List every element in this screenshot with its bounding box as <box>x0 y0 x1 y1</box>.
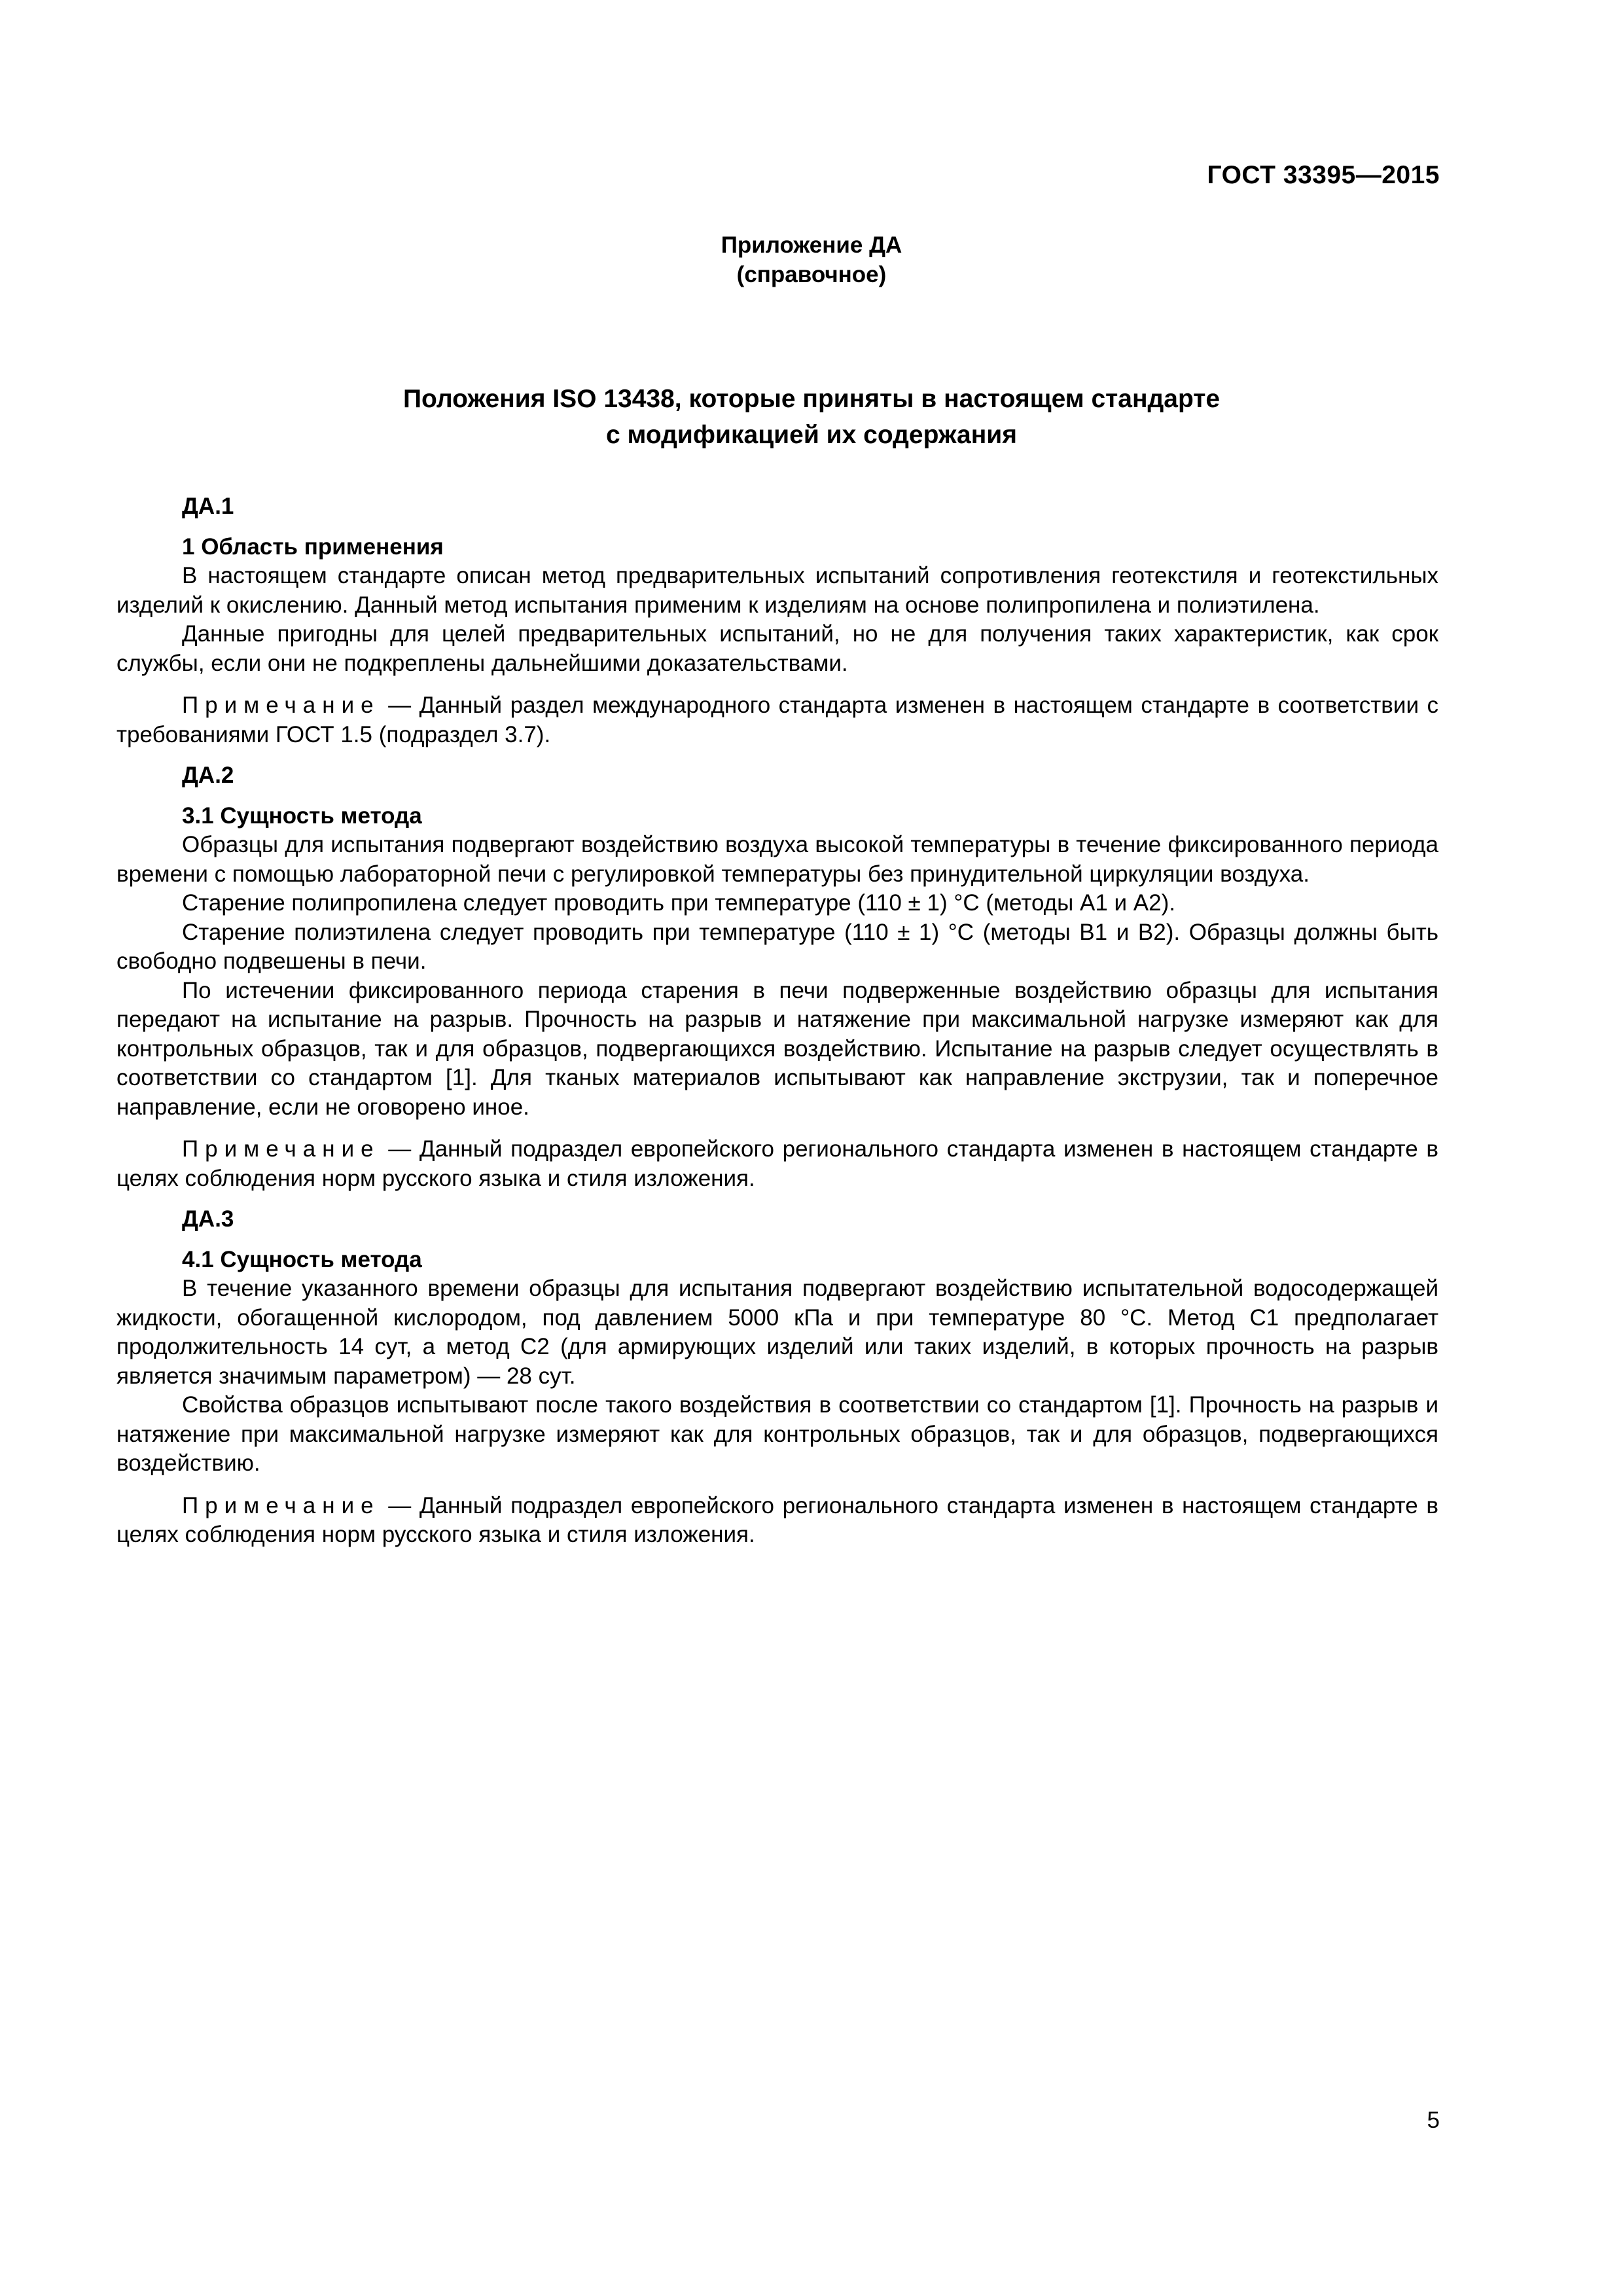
note-label: Примечание <box>182 1136 380 1162</box>
paragraph: Старение полипропилена следует проводить при температуре (110 ± 1) °С (методы А1 и А2). <box>182 890 1175 916</box>
page-number: 5 <box>1427 2108 1440 2133</box>
note-label: Примечание <box>182 692 380 718</box>
note-text: — Данный подраздел европейского регионального стандарта изменен в настоящем стандарте в целях соблюдения норм русского языка и стиля изложения. <box>116 1492 1438 1547</box>
paragraph: В течение указанного времени образцы для испытания подвергают воздействию испытательной водосодержащей жидкости, обогащенной кислородом, под давлением 5000 кПа и при температуре 80 °С. Метод С1 предполагает продолжительность 14 сут, а метод С2 (для армирующих изделий или таких изделий, в которых прочность на разрыв является значимым параметром) — 28 сут. <box>116 1276 1438 1389</box>
section-heading: 1 Область применения <box>182 533 444 560</box>
paragraph: Старение полиэтилена следует проводить при температуре (110 ± 1) °С (методы В1 и В2). Образцы должны быть свободно подвешены в печи. <box>116 919 1438 974</box>
appendix-title: Приложение ДА <box>721 232 902 258</box>
section-label: ДА.1 <box>182 493 234 519</box>
paragraph: Свойства образцов испытывают после такого воздействия в соответствии со стандартом [1]. Прочность на разрыв и натяжение при максимальной нагрузке измеряют как для контрольных образцов, так и для образцов, подвергающихся воздействию. <box>116 1392 1438 1476</box>
note-text: — Данный раздел международного стандарта изменен в настоящем стандарте в соответствии с требованиями ГОСТ 1.5 (подраздел 3.7). <box>116 692 1438 747</box>
main-title <box>0 381 1623 453</box>
section-heading: 3.1 Сущность метода <box>182 802 422 829</box>
paragraph: По истечении фиксированного периода старения в печи подверженные воздействию образцы для испытания передают на испытание на разрыв. Прочность на разрыв и натяжение при максимальной нагрузке измеряют как для контрольных образцов, так и для образцов, подвергающихся воздействию. Испытание на разрыв следует осуществлять в соответствии со стандартом [1]. Для тканых материалов испытывают как направление экструзии, так и поперечное направление, если не оговорено иное. <box>116 977 1438 1120</box>
main-title-line-1: Положения ISO 13438, которые приняты в настоящем стандарте <box>402 385 1221 413</box>
note-text: — Данный подраздел европейского регионального стандарта изменен в настоящем стандарте в целях соблюдения норм русского языка и стиля изложения. <box>116 1136 1438 1191</box>
section-label: ДА.3 <box>182 1206 234 1232</box>
document-body <box>116 492 1438 1562</box>
note <box>116 1135 1438 1193</box>
section-label: ДА.2 <box>182 762 234 788</box>
section-da3 <box>116 1205 1438 1550</box>
note-label: Примечание <box>182 1492 380 1518</box>
paragraph: Образцы для испытания подвергают воздействию воздуха высокой температуры в течение фиксированного периода времени с помощью лабораторной печи с регулировкой температуры без принудительной циркуляции воздуха. <box>116 832 1438 887</box>
appendix-subtitle: (справочное) <box>736 262 887 287</box>
paragraph: В настоящем стандарте описан метод предварительных испытаний сопротивления геотекстиля и геотекстильных изделий к окислению. Данный метод испытания применим к изделиям на основе полипропилена и полиэтилена. <box>116 563 1438 618</box>
paragraph: Данные пригодны для целей предварительных испытаний, но не для получения таких характеристик, как срок службы, если они не подкреплены дальнейшими доказательствами. <box>116 621 1438 676</box>
appendix-heading <box>0 230 1623 289</box>
note <box>116 691 1438 749</box>
document-id: ГОСТ 33395—2015 <box>1207 161 1440 189</box>
section-da1 <box>116 492 1438 749</box>
section-heading: 4.1 Сущность метода <box>182 1246 422 1272</box>
main-title-line-2: с модификацией их содержания <box>605 421 1018 449</box>
note <box>116 1492 1438 1550</box>
section-da2 <box>116 761 1438 1193</box>
